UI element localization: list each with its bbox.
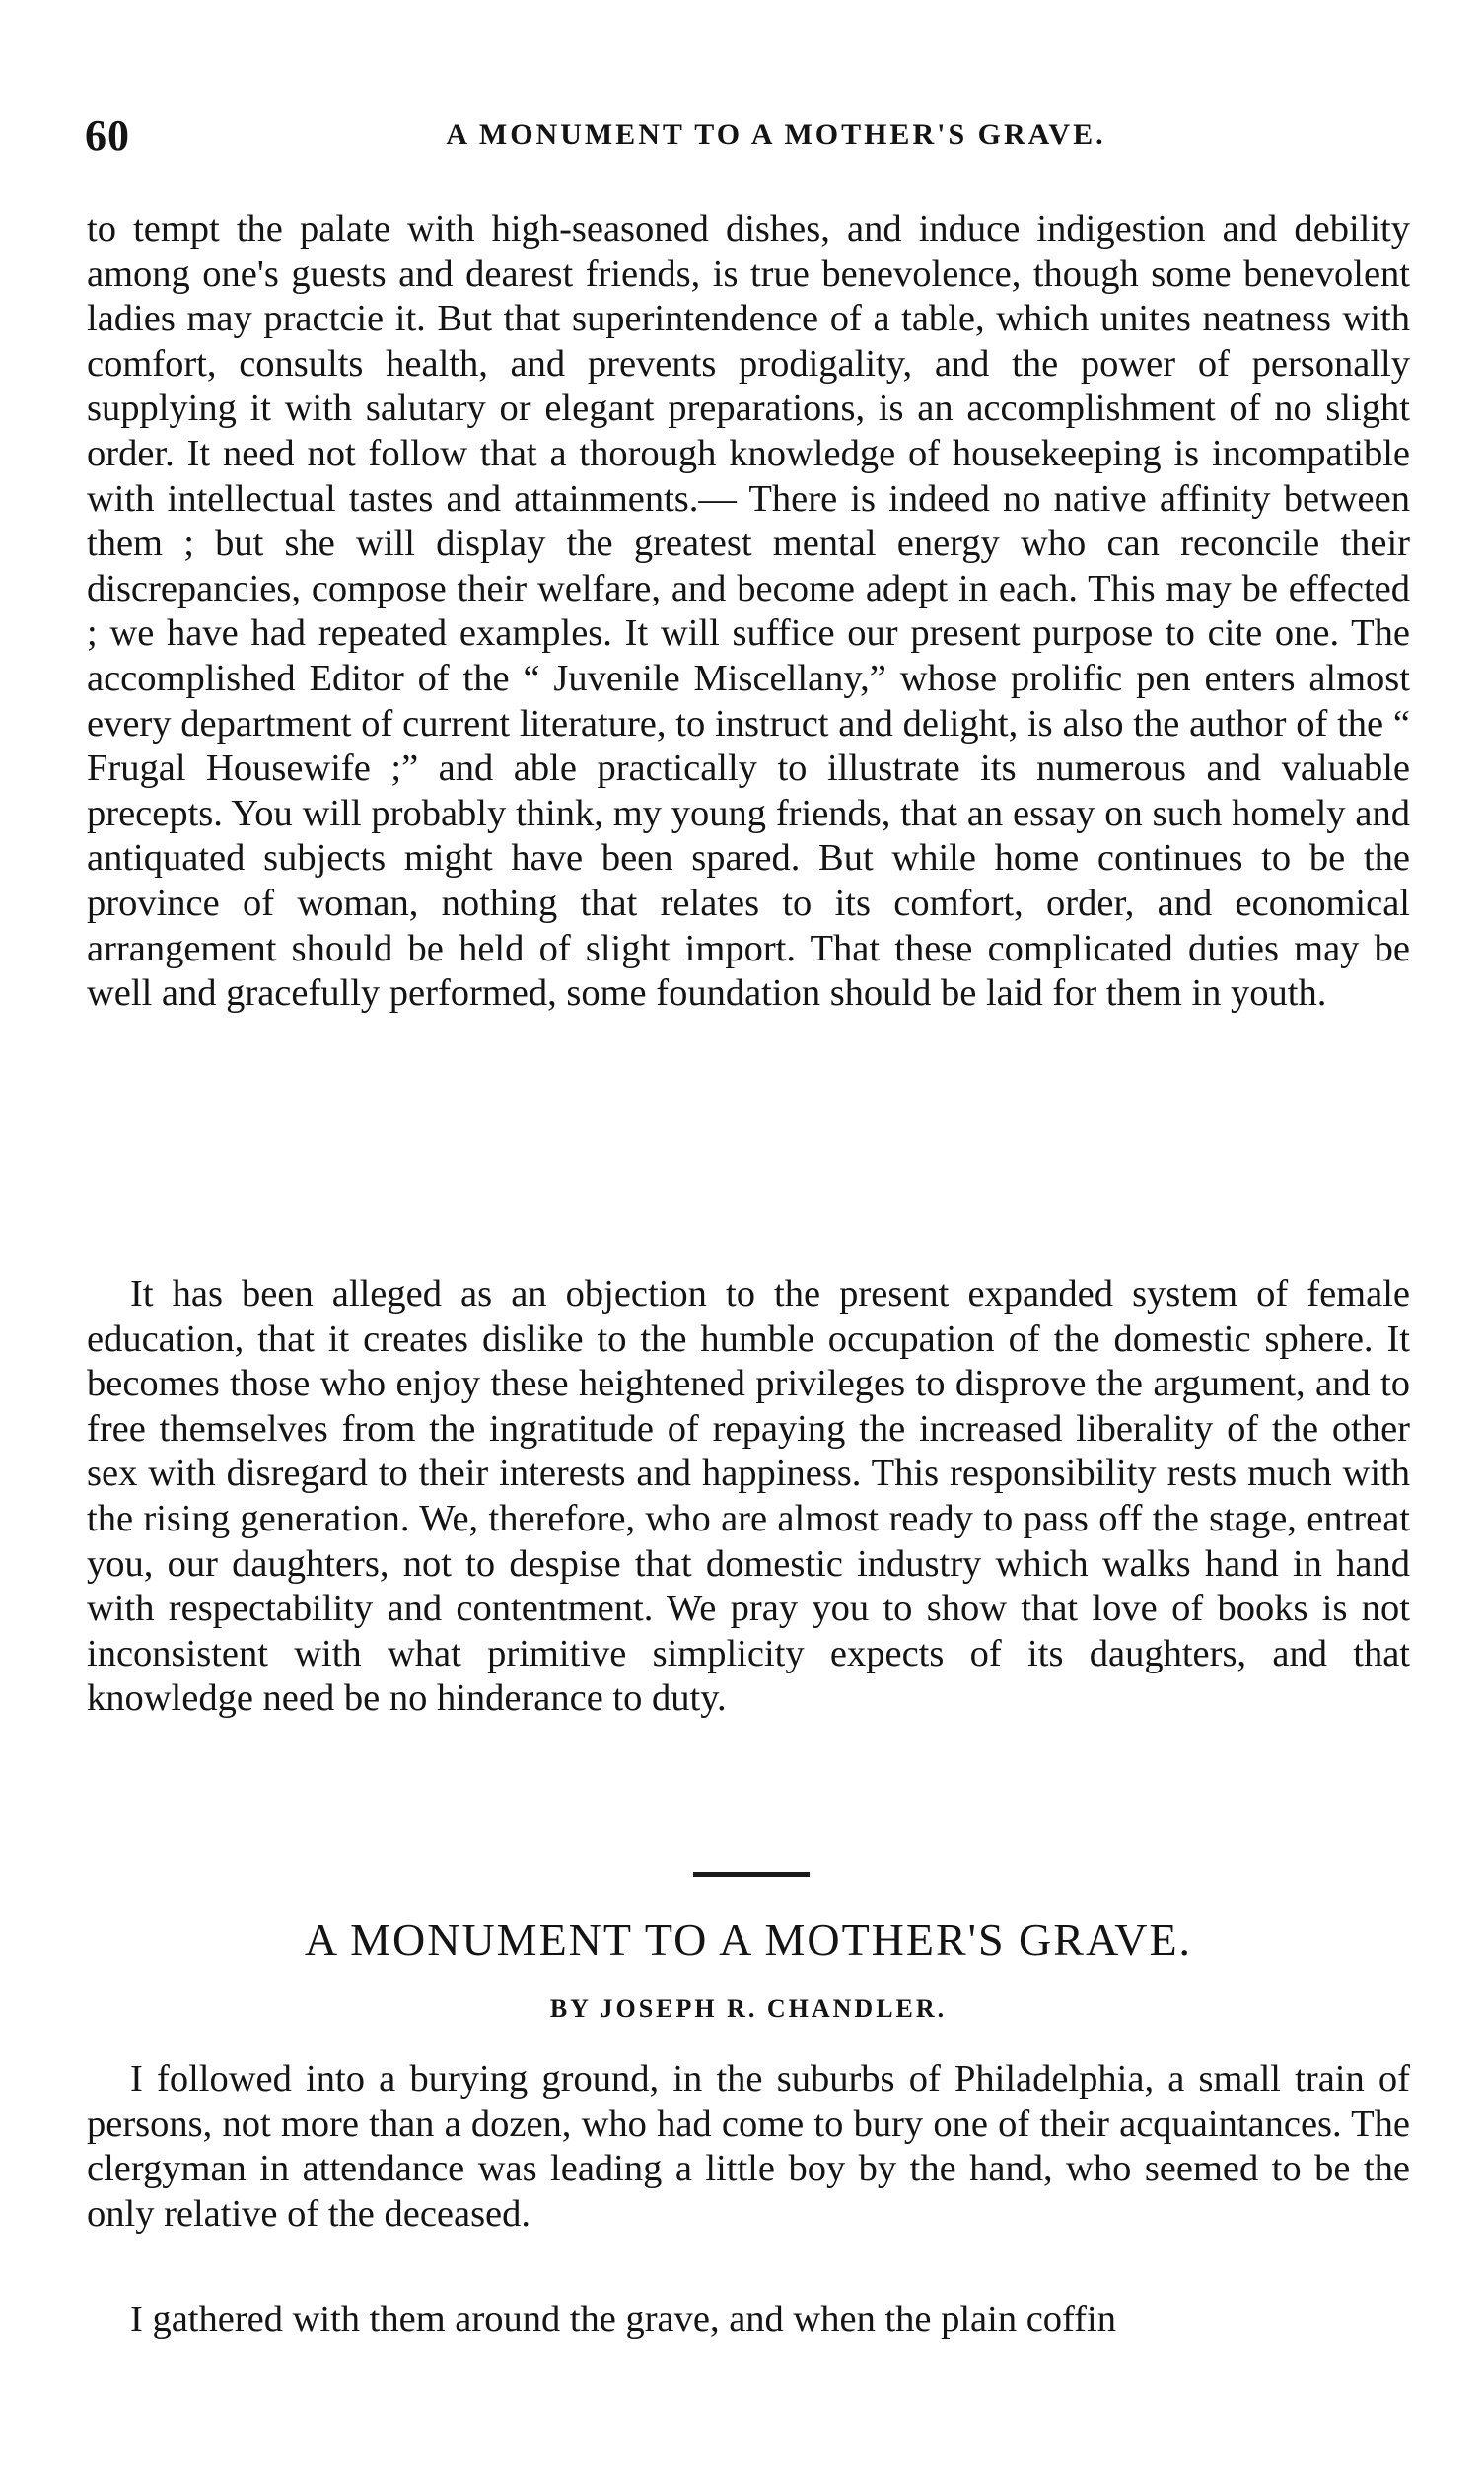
paragraph-burying-ground [87, 2057, 1410, 2237]
paragraph-female-education [87, 1272, 1410, 1722]
paragraph-text: It has been alleged as an objection to the present expanded system of female education, that it creates dislike to the humble occupation of the domestic sphere. It becomes those who enjoy these heightened privileges to disprove the argument, and to free themselves from the ingratitude of repaying the increased liberality of the other sex with disregard to their interests and happiness. This responsibility rests much with the rising generation. We, therefore, who are almost ready to pass off the stage, entreat you, our daughters, not to despise that domestic industry which walks hand in hand with respectability and contentment. We pray you to show that love of books is not inconsistent with what primitive simplicity expects of its daughters, and that knowledge need be no hinderance to duty. [87, 1273, 1410, 1720]
page-number: 60 [85, 111, 130, 160]
paragraph-text: to tempt the palate with high-seasoned dishes, and induce indigestion and debility among one's guests and dearest friends, is true benevolence, though some benevolent ladies may practcie it. But that superintendence of a table, which unites neatness with comfort, consults health, and prevents prodigality, and the power of personally supplying it with salutary or elegant preparations, is an accomplishment of no slight order. It need not follow that a thorough knowledge of housekeeping is incompatible with intellectual tastes and attainments.— There is indeed no native affinity between them ; but she will display the greatest mental energy who can reconcile their discrepancies, compose their welfare, and become adept in each. This may be effected ; we have had repeated examples. It will suffice our present purpose to cite one. The accomplished Editor of the “ Juvenile Miscellany,” whose prolific pen enters almost every department of current literature, to instruct and delight, is also the author of the “ Frugal Housewife ;” and able practically to illustrate its numerous and valuable precepts. You will probably think, my young friends, that an essay on such homely and antiquated subjects might have been spared. But while home continues to be the province of woman, nothing that relates to its comfort, order, and economical arrangement should be held of slight import. That these complicated duties may be well and gracefully performed, some foundation should be laid for them in youth. [87, 208, 1410, 1015]
article-byline: BY JOSEPH R. CHANDLER. [549, 1994, 948, 2023]
paragraph-gathered [87, 2298, 1410, 2343]
section-divider [693, 1872, 810, 1877]
running-head [85, 110, 1408, 170]
paragraph-continued [87, 207, 1410, 1017]
running-title: A MONUMENT TO A MOTHER'S GRAVE. [446, 118, 1106, 151]
paragraph-text: I gathered with them around the grave, and when the plain coffin [130, 2299, 1116, 2340]
paragraph-text: I followed into a burying ground, in the suburbs of Philadelphia, a small train of persons, not more than a dozen, who had come to bury one of their acquaintances. The clergyman in attendance was leading a little boy by the hand, who seemed to be the only relative of the deceased. [87, 2058, 1410, 2235]
article-title: A MONUMENT TO A MOTHER'S GRAVE. [304, 1914, 1193, 1964]
